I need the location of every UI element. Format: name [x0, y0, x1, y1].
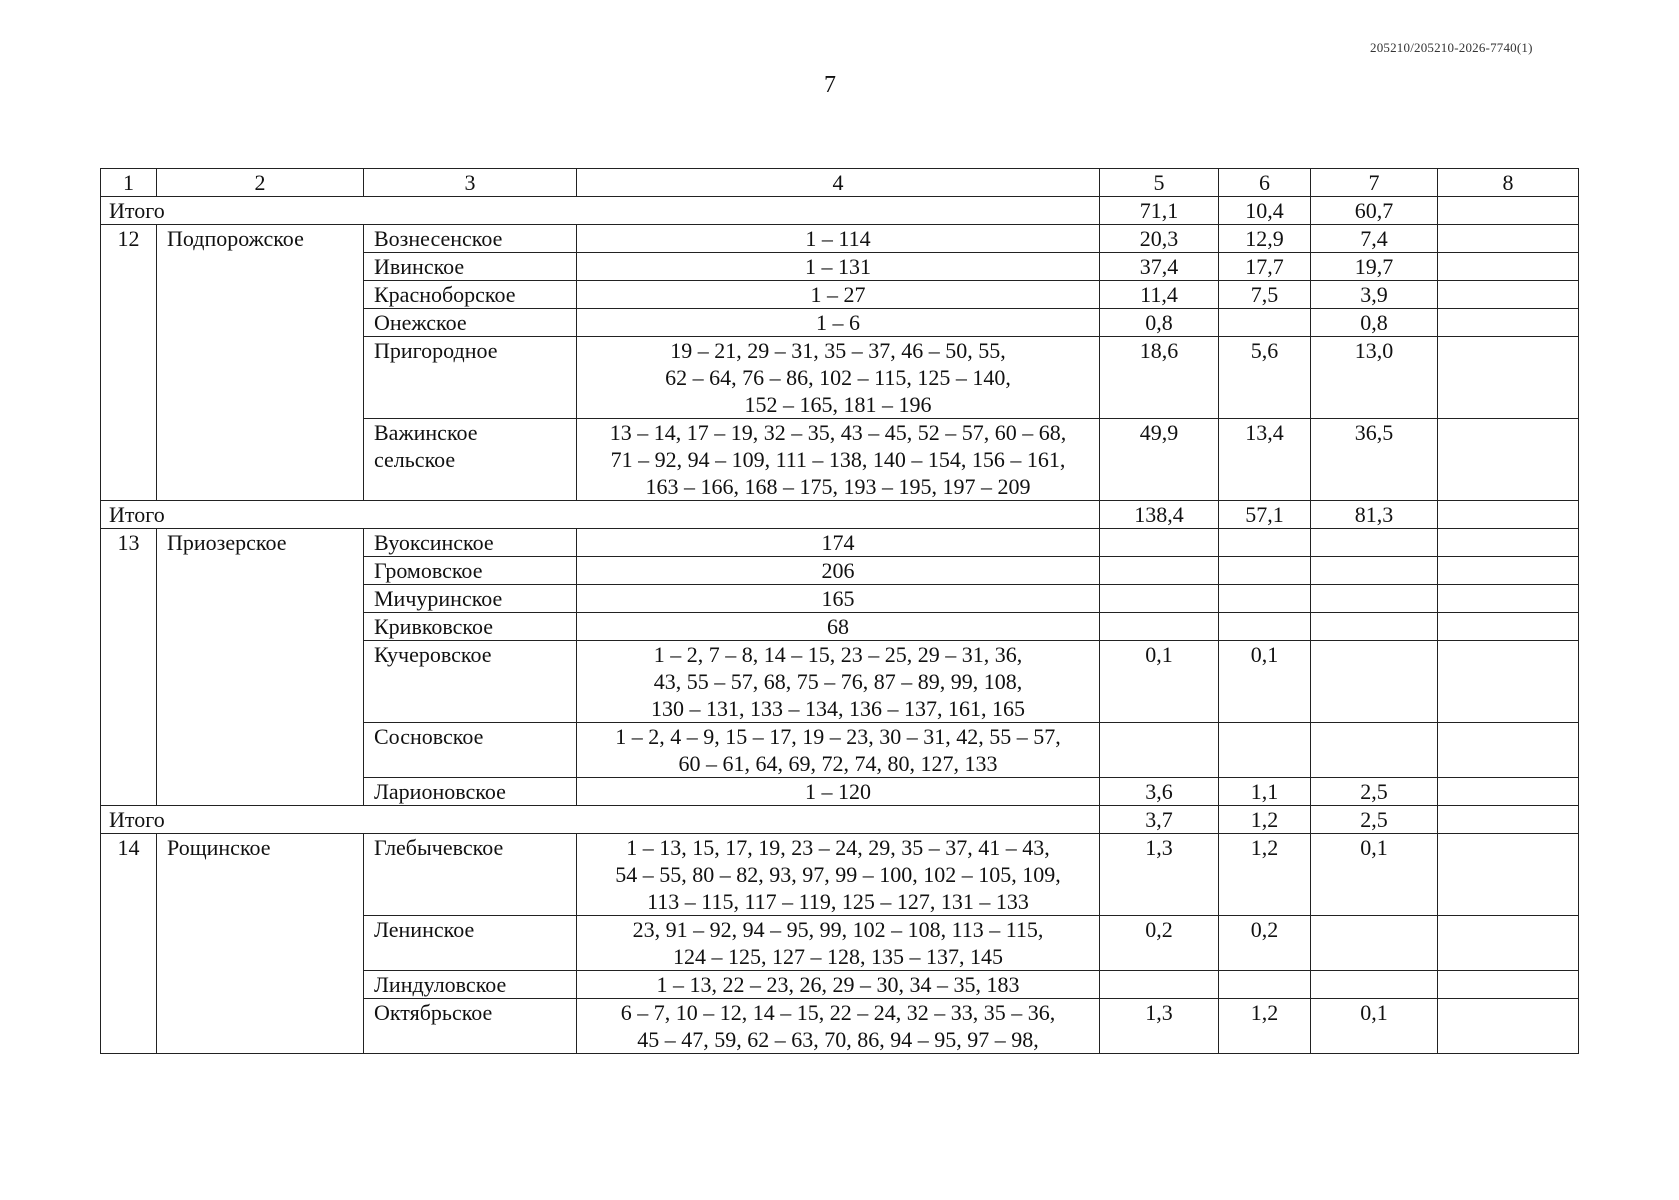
table-cell — [1438, 971, 1579, 999]
table-cell: 1,3 — [1100, 834, 1219, 916]
table-cell — [1100, 613, 1219, 641]
table-cell: 0,8 — [1311, 309, 1438, 337]
column-header: 6 — [1219, 169, 1311, 197]
table-cell — [1438, 253, 1579, 281]
table-cell — [1438, 309, 1579, 337]
range-cell: 1 – 6 — [577, 309, 1100, 337]
table-cell: 0,1 — [1311, 834, 1438, 916]
table-cell — [1100, 557, 1219, 585]
settlement-name: Глебычевское — [364, 834, 577, 916]
table-cell — [1100, 585, 1219, 613]
data-table — [100, 168, 1579, 1054]
table-cell: 20,3 — [1100, 225, 1219, 253]
table-cell: 1,1 — [1219, 778, 1311, 806]
total-row — [101, 197, 1579, 225]
table-cell — [1438, 337, 1579, 419]
table-cell: 10,4 — [1219, 197, 1311, 225]
settlement-name: Сосновское — [364, 723, 577, 778]
table-cell: 3,9 — [1311, 281, 1438, 309]
table-cell — [1438, 501, 1579, 529]
range-cell: 1 – 2, 7 – 8, 14 – 15, 23 – 25, 29 – 31, 36, 43, 55 – 57, 68, 75 – 76, 87 – 89, 99, 108, 130 – 131, 133 – 134, 136 – 137, 161, 165 — [577, 641, 1100, 723]
page-number: 7 — [824, 72, 836, 98]
table-row — [101, 834, 1579, 916]
range-cell: 206 — [577, 557, 1100, 585]
table-cell: 71,1 — [1100, 197, 1219, 225]
table-cell: 5,6 — [1219, 337, 1311, 419]
table-cell: 60,7 — [1311, 197, 1438, 225]
table-cell: 0,2 — [1100, 916, 1219, 971]
table-cell — [1311, 971, 1438, 999]
table-cell: 3,6 — [1100, 778, 1219, 806]
district-name: Подпорожское — [157, 225, 364, 501]
table-cell — [1438, 916, 1579, 971]
table-cell — [1438, 778, 1579, 806]
range-cell: 1 – 2, 4 – 9, 15 – 17, 19 – 23, 30 – 31, 42, 55 – 57, 60 – 61, 64, 69, 72, 74, 80, 127, 133 — [577, 723, 1100, 778]
range-cell: 174 — [577, 529, 1100, 557]
settlement-name: Вуоксинское — [364, 529, 577, 557]
column-header: 1 — [101, 169, 157, 197]
settlement-name: Ларионовское — [364, 778, 577, 806]
table-cell — [1311, 641, 1438, 723]
table-cell — [1438, 197, 1579, 225]
district-name: Приозерское — [157, 529, 364, 806]
table-cell — [1100, 971, 1219, 999]
table-cell: 13,4 — [1219, 419, 1311, 501]
table-cell — [1311, 613, 1438, 641]
table-cell: 49,9 — [1100, 419, 1219, 501]
table-cell: 11,4 — [1100, 281, 1219, 309]
table-cell: 1,3 — [1100, 999, 1219, 1054]
settlement-name: Важинское сельское — [364, 419, 577, 501]
table-cell: 37,4 — [1100, 253, 1219, 281]
column-header: 8 — [1438, 169, 1579, 197]
settlement-name: Онежское — [364, 309, 577, 337]
table-cell: 0,2 — [1219, 916, 1311, 971]
table-cell — [1438, 585, 1579, 613]
settlement-name: Кривковское — [364, 613, 577, 641]
table-cell — [1311, 916, 1438, 971]
table-cell — [1438, 529, 1579, 557]
table-cell — [1219, 971, 1311, 999]
table-cell: 1,2 — [1219, 999, 1311, 1054]
table-cell — [1438, 723, 1579, 778]
table-cell: 19,7 — [1311, 253, 1438, 281]
table-cell: 2,5 — [1311, 806, 1438, 834]
table-cell: 0,1 — [1311, 999, 1438, 1054]
table-cell — [1219, 613, 1311, 641]
range-cell: 68 — [577, 613, 1100, 641]
table-cell: 0,1 — [1219, 641, 1311, 723]
table-cell: 57,1 — [1219, 501, 1311, 529]
range-cell: 23, 91 – 92, 94 – 95, 99, 102 – 108, 113 – 115, 124 – 125, 127 – 128, 135 – 137, 145 — [577, 916, 1100, 971]
range-cell: 13 – 14, 17 – 19, 32 – 35, 43 – 45, 52 – 57, 60 – 68, 71 – 92, 94 – 109, 111 – 138, 140 – 154, 156 – 161, 163 – 166, 168 – 175, 193 – 195, 197 – 209 — [577, 419, 1100, 501]
settlement-name: Октябрьское — [364, 999, 577, 1054]
table-cell — [1438, 613, 1579, 641]
range-cell: 19 – 21, 29 – 31, 35 – 37, 46 – 50, 55, 62 – 64, 76 – 86, 102 – 115, 125 – 140, 152 – 165, 181 – 196 — [577, 337, 1100, 419]
range-cell: 1 – 13, 15, 17, 19, 23 – 24, 29, 35 – 37, 41 – 43, 54 – 55, 80 – 82, 93, 97, 99 – 100, 102 – 105, 109, 113 – 115, 117 – 119, 125 – 127, 131 – 133 — [577, 834, 1100, 916]
table-cell — [1219, 309, 1311, 337]
table-cell: 0,8 — [1100, 309, 1219, 337]
table-cell — [1438, 419, 1579, 501]
table-cell: 13,0 — [1311, 337, 1438, 419]
table-cell — [1219, 723, 1311, 778]
settlement-name: Красноборское — [364, 281, 577, 309]
range-cell: 1 – 13, 22 – 23, 26, 29 – 30, 34 – 35, 183 — [577, 971, 1100, 999]
range-cell: 1 – 131 — [577, 253, 1100, 281]
column-header: 7 — [1311, 169, 1438, 197]
district-name: Рощинское — [157, 834, 364, 1054]
total-label: Итого — [101, 501, 1100, 529]
row-number: 14 — [101, 834, 157, 1054]
range-cell: 1 – 120 — [577, 778, 1100, 806]
settlement-name: Кучеровское — [364, 641, 577, 723]
table-cell — [1100, 529, 1219, 557]
table-cell — [1219, 585, 1311, 613]
range-cell: 165 — [577, 585, 1100, 613]
table-cell: 7,4 — [1311, 225, 1438, 253]
total-label: Итого — [101, 197, 1100, 225]
settlement-name: Ивинское — [364, 253, 577, 281]
table-cell: 138,4 — [1100, 501, 1219, 529]
table-cell: 0,1 — [1100, 641, 1219, 723]
column-header: 3 — [364, 169, 577, 197]
table-cell — [1438, 225, 1579, 253]
table-cell: 1,2 — [1219, 834, 1311, 916]
table-cell: 2,5 — [1311, 778, 1438, 806]
column-header: 4 — [577, 169, 1100, 197]
table-cell — [1438, 641, 1579, 723]
table-cell — [1438, 999, 1579, 1054]
document-id: 205210/205210-2026-7740(1) — [1370, 40, 1533, 55]
table-cell — [1438, 834, 1579, 916]
table-cell: 3,7 — [1100, 806, 1219, 834]
range-cell: 1 – 27 — [577, 281, 1100, 309]
table-cell: 12,9 — [1219, 225, 1311, 253]
table-row — [101, 529, 1579, 557]
table-cell — [1438, 806, 1579, 834]
settlement-name: Пригородное — [364, 337, 577, 419]
total-row — [101, 501, 1579, 529]
table-cell — [1311, 529, 1438, 557]
table-cell — [1438, 557, 1579, 585]
column-header: 5 — [1100, 169, 1219, 197]
table-cell — [1311, 585, 1438, 613]
table-cell: 81,3 — [1311, 501, 1438, 529]
table-cell — [1311, 723, 1438, 778]
table-cell — [1438, 281, 1579, 309]
table-row — [101, 225, 1579, 253]
table-cell — [1100, 723, 1219, 778]
table-cell — [1311, 557, 1438, 585]
total-row — [101, 806, 1579, 834]
table-header-row — [101, 169, 1579, 197]
row-number: 12 — [101, 225, 157, 501]
range-cell: 6 – 7, 10 – 12, 14 – 15, 22 – 24, 32 – 33, 35 – 36, 45 – 47, 59, 62 – 63, 70, 86, 94 – 95, 97 – 98, — [577, 999, 1100, 1054]
settlement-name: Линдуловское — [364, 971, 577, 999]
row-number: 13 — [101, 529, 157, 806]
table-cell: 1,2 — [1219, 806, 1311, 834]
range-cell: 1 – 114 — [577, 225, 1100, 253]
table-cell: 7,5 — [1219, 281, 1311, 309]
table-cell: 36,5 — [1311, 419, 1438, 501]
total-label: Итого — [101, 806, 1100, 834]
settlement-name: Ленинское — [364, 916, 577, 971]
settlement-name: Вознесенское — [364, 225, 577, 253]
table-cell — [1219, 529, 1311, 557]
settlement-name: Громовское — [364, 557, 577, 585]
table-cell: 17,7 — [1219, 253, 1311, 281]
table-cell: 18,6 — [1100, 337, 1219, 419]
column-header: 2 — [157, 169, 364, 197]
settlement-name: Мичуринское — [364, 585, 577, 613]
table-cell — [1219, 557, 1311, 585]
